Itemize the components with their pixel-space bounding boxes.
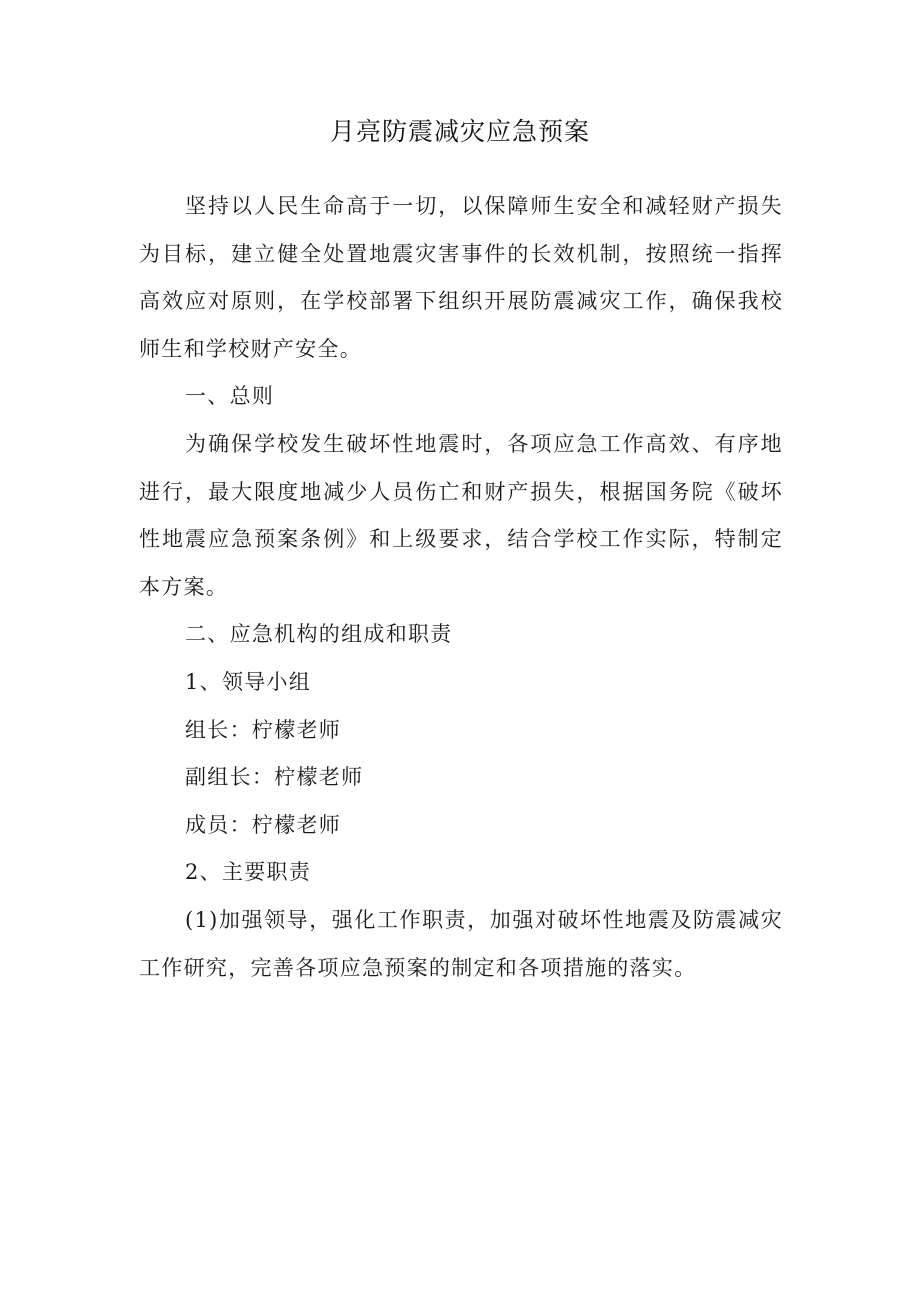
leader-line: 组长：柠檬老师	[185, 717, 342, 742]
intro-paragraph: 坚持以人民生命高于一切，以保障师生安全和减轻财产损失为目标，建立健全处置地震灾害事件的长效机制，按照统一指挥高效应对原则，在学校部署下组织开展防震减灾工作，确保我校师生和学校财产安全。	[139, 194, 783, 361]
duty-item-1: (1)加强领导，强化工作职责，加强对破坏性地震及防震减灾工作研究，完善各项应急预案的制定和各项措施的落实。	[139, 907, 783, 980]
section-heading-general: 一、总则	[185, 384, 275, 409]
general-paragraph: 为确保学校发生破坏性地震时，各项应急工作高效、有序地进行，最大限度地减少人员伤亡和财产损失，根据国务院《破坏性地震应急预案条例》和上级要求，结合学校工作实际，特制定本方案。	[139, 431, 783, 599]
document-body	[139, 183, 783, 992]
section-heading-organization: 二、应急机构的组成和职责	[185, 622, 453, 647]
members-line: 成员：柠檬老师	[185, 812, 342, 837]
subheading-main-duties: 2、主要职责	[185, 860, 312, 885]
subheading-leadership-group: 1、领导小组	[185, 669, 312, 694]
deputy-leader-line: 副组长：柠檬老师	[185, 765, 364, 790]
document-title: 月亮防震减灾应急预案	[329, 117, 590, 146]
